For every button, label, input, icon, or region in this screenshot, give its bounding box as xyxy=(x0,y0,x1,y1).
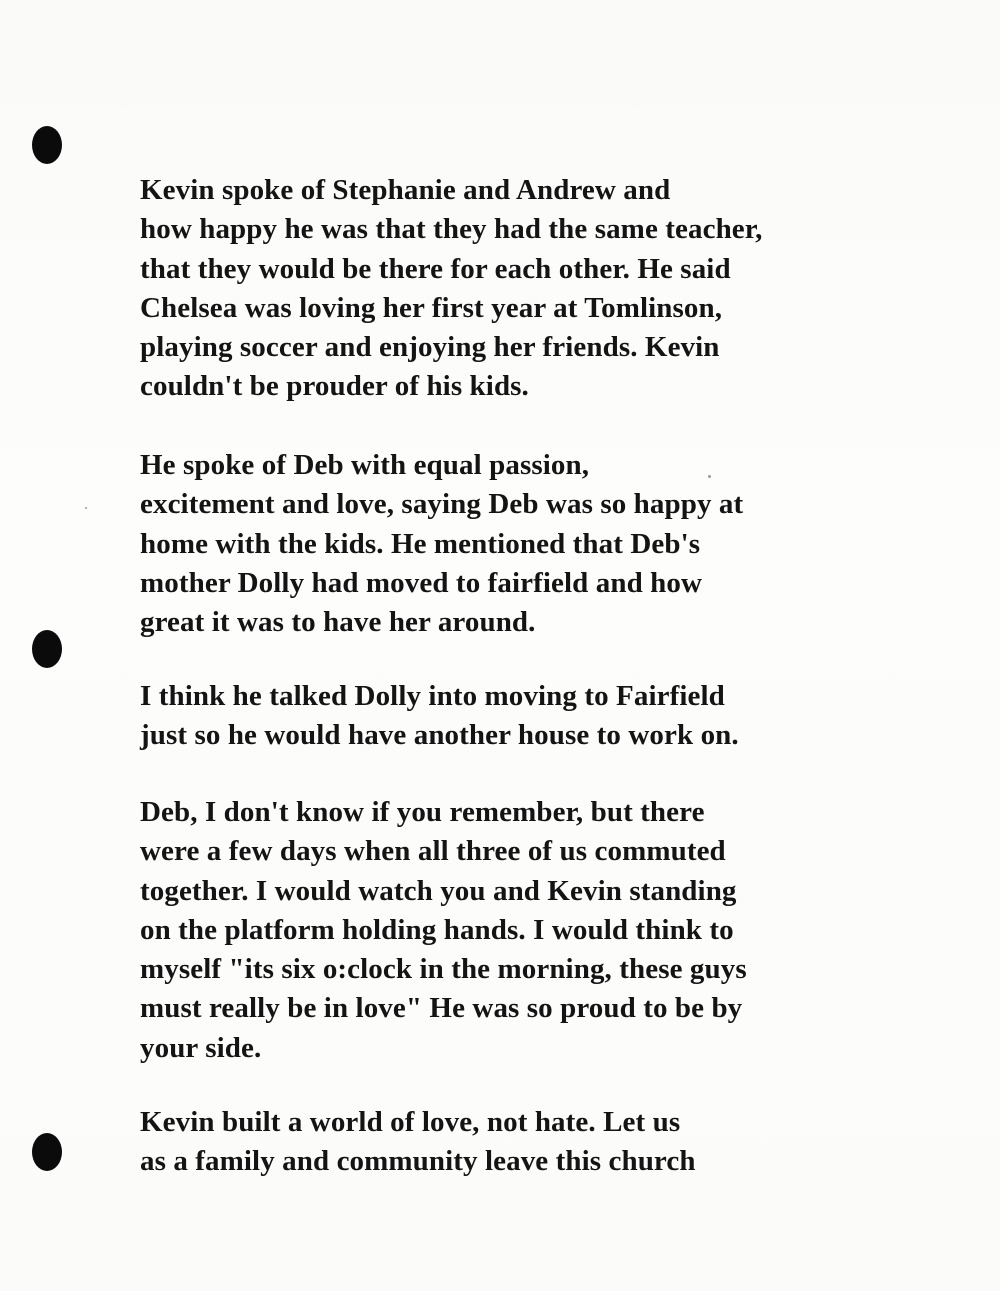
paragraph-kevin-kids: Kevin spoke of Stephanie and Andrew and how happy he was that they had the same teacher, that they would be there for each other. He said Chelsea was loving her first year at Tomlinson, playing soccer and enjoying her friends. Kevin couldn't be prouder of his kids. xyxy=(140,174,763,403)
punch-hole-top xyxy=(32,126,62,164)
punch-hole-middle xyxy=(32,630,62,668)
paragraph-world-of-love: Kevin built a world of love, not hate. Let us as a family and community leave this church xyxy=(140,1106,696,1178)
paragraph-commute: Deb, I don't know if you remember, but there were a few days when all three of us commuted together. I would watch you and Kevin standing on the platform holding hands. I would think to myself "its six o:clock in the morning, these guys must really be in love" He was so proud to be by your side. xyxy=(140,796,747,1064)
punch-hole-bottom xyxy=(32,1133,62,1171)
paragraph-dolly-fairfield: I think he talked Dolly into moving to Fairfield just so he would have another house to work on. xyxy=(140,680,739,752)
paragraph-deb-passion: He spoke of Deb with equal passion, excitement and love, saying Deb was so happy at home with the kids. He mentioned that Deb's mother Dolly had moved to fairfield and how great it was to have her around. xyxy=(140,449,744,639)
paper-speck xyxy=(85,507,87,509)
